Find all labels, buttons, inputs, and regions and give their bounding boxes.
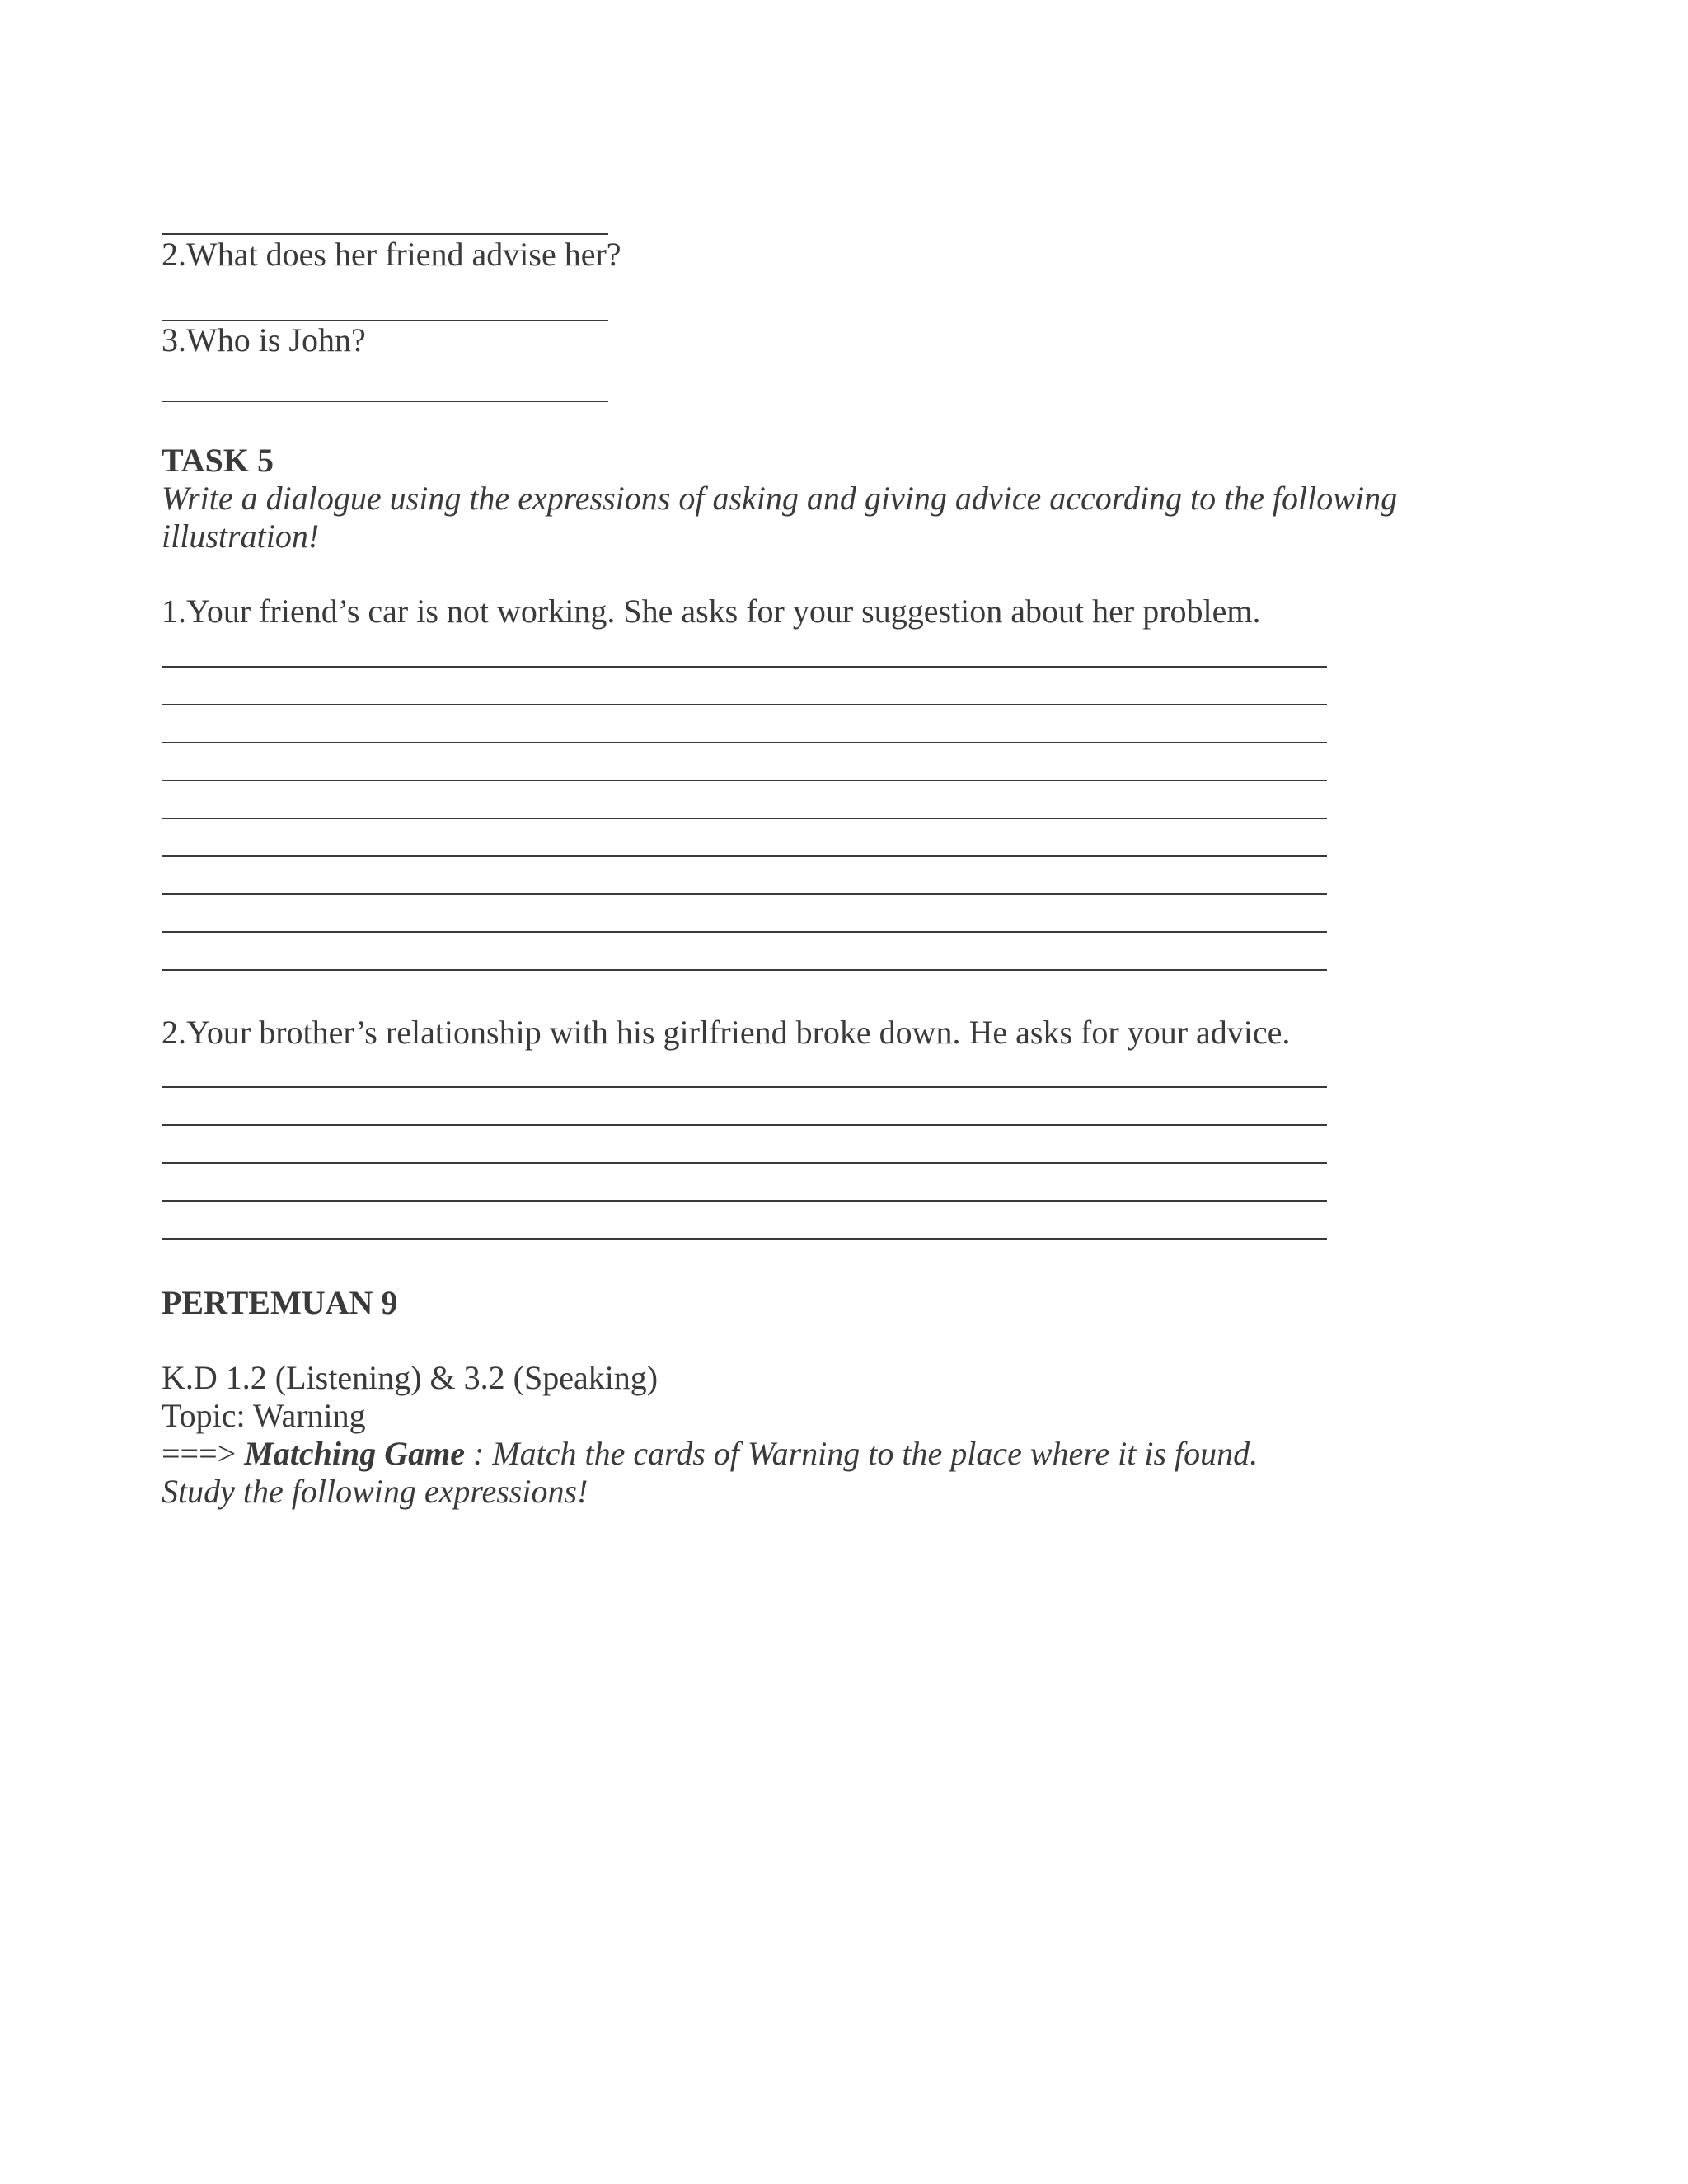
writing-line: [162, 893, 1327, 895]
writing-line: [162, 855, 1327, 857]
writing-line: [162, 666, 1327, 668]
arrow-text: ===>: [162, 1435, 245, 1472]
writing-line: [162, 1086, 1327, 1088]
writing-line: [162, 1124, 1327, 1126]
writing-line: [162, 969, 1327, 971]
writing-line: [162, 780, 1327, 781]
writing-line: [162, 742, 1327, 743]
game-title: Matching Game: [244, 1435, 466, 1472]
writing-line: [162, 931, 1327, 933]
task5-instruction-line1: Write a dialogue using the expressions of asking and giving advice according to the following: [162, 480, 1398, 517]
study-instruction: Study the following expressions!: [162, 1473, 588, 1510]
meeting-topic: Topic: Warning: [162, 1397, 366, 1434]
meeting-heading: PERTEMUAN 9: [162, 1284, 398, 1321]
game-description: : Match the cards of Warning to the place where it is found.: [465, 1435, 1259, 1472]
writing-line: [162, 818, 1327, 819]
answer-line: [162, 233, 608, 235]
answer-line: [162, 401, 608, 402]
meeting-kd: K.D 1.2 (Listening) & 3.2 (Speaking): [162, 1359, 659, 1396]
writing-line: [162, 704, 1327, 705]
task5-item-2: 2.Your brother’s relationship with his girlfriend broke down. He asks for your advice.: [162, 1014, 1291, 1051]
task5-item-1: 1.Your friend’s car is not working. She asks for your suggestion about her problem.: [162, 593, 1261, 630]
matching-game-line: [162, 1435, 1258, 1473]
writing-line: [162, 1238, 1327, 1240]
task5-instruction-line2: illustration!: [162, 518, 320, 555]
question-3: 3.Who is John?: [162, 321, 366, 359]
question-2: 2.What does her friend advise her?: [162, 236, 621, 273]
task5-heading: TASK 5: [162, 442, 274, 479]
writing-line: [162, 1200, 1327, 1202]
writing-line: [162, 1162, 1327, 1164]
